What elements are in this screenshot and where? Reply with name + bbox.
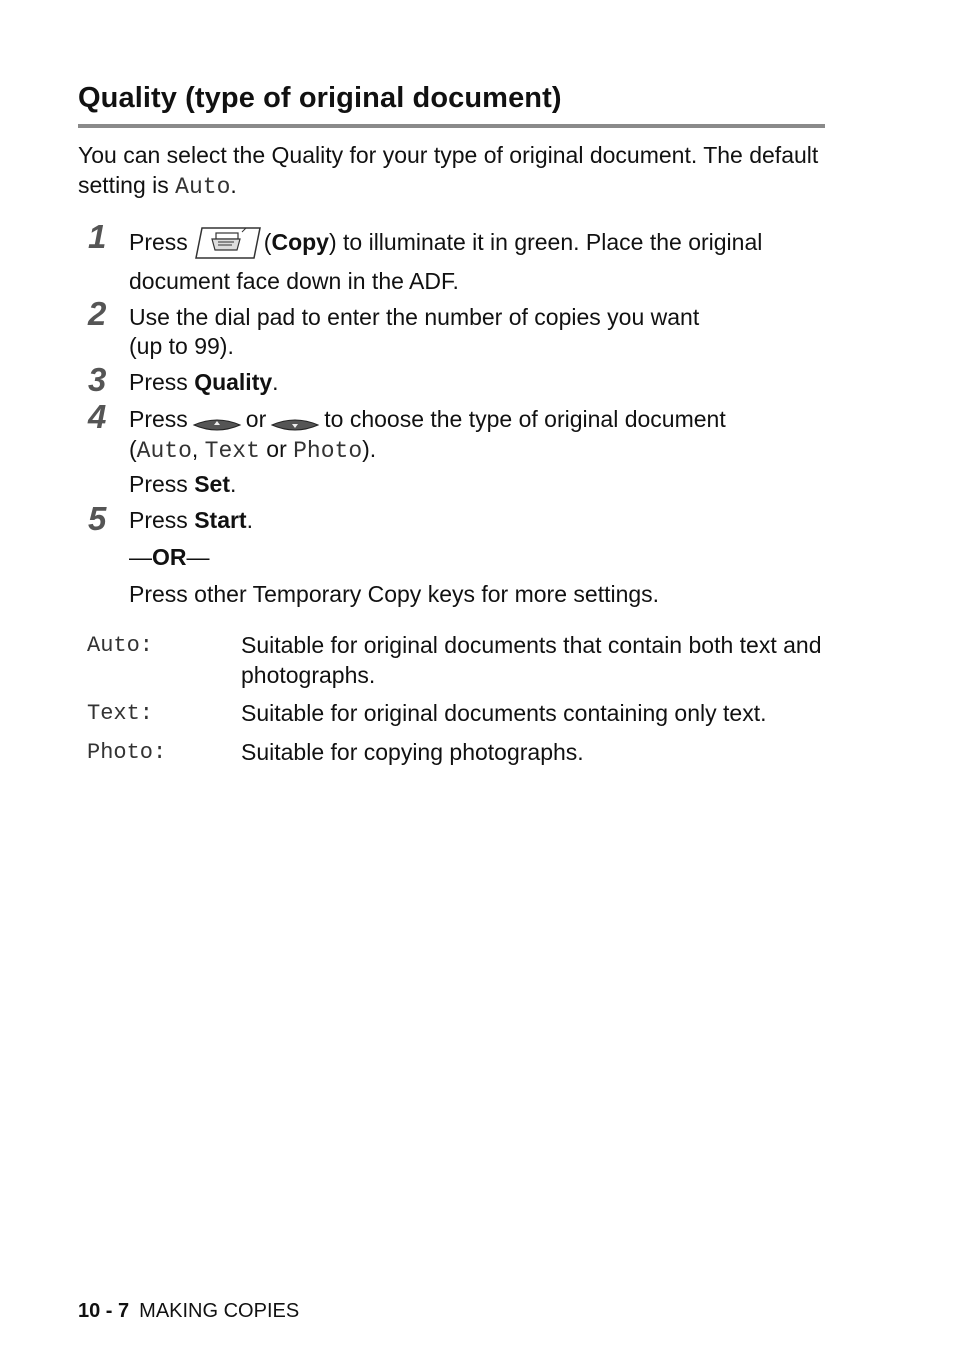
page-footer xyxy=(78,1300,299,1323)
step-4-press: Press xyxy=(129,406,188,432)
step-4-comma: , xyxy=(191,436,205,462)
or-label: OR xyxy=(152,544,187,570)
step-2-line-1: Use the dial pad to enter the number of copies you want xyxy=(129,304,700,330)
step-1-line-1 xyxy=(129,224,762,264)
step-4-number: 4 xyxy=(88,398,107,435)
step-3-press: Press xyxy=(129,369,195,395)
step-4-press-set: Press xyxy=(129,471,195,497)
step-5-line-1 xyxy=(129,506,253,535)
or-dash-left: — xyxy=(129,544,152,570)
step-1-press: Press xyxy=(129,229,188,256)
step-1-line-2: document face down in the ADF. xyxy=(129,268,459,294)
step-4-open-paren: ( xyxy=(129,436,137,462)
definition-desc-auto: Suitable for original documents that contain both text and photographs. xyxy=(241,632,822,688)
step-5-number: 5 xyxy=(88,500,107,537)
up-arrow-key-icon xyxy=(192,411,242,427)
intro-default-value: Auto xyxy=(175,174,231,200)
option-photo: Photo xyxy=(293,438,363,464)
or-separator xyxy=(129,543,210,572)
step-5-press: Press xyxy=(129,507,195,533)
step-2-line-2: (up to 99). xyxy=(129,333,234,359)
definition-term-auto: Auto: xyxy=(87,633,154,658)
step-4-after: to choose the type of original document xyxy=(324,406,726,432)
section-name: MAKING COPIES xyxy=(139,1300,300,1322)
set-key-label: Set xyxy=(194,471,230,497)
step-4-line-3 xyxy=(129,470,236,499)
step-1-open-paren: ( xyxy=(263,229,272,256)
definition-term-text: Text: xyxy=(87,701,154,726)
step-3-end: . xyxy=(272,369,279,395)
intro-end: . xyxy=(230,172,237,198)
definition-desc-photo: Suitable for copying photographs. xyxy=(241,739,584,765)
step-4-close-paren: ). xyxy=(362,436,377,462)
copy-key-icon xyxy=(194,224,262,260)
step-4-line-1 xyxy=(129,405,726,434)
option-text: Text xyxy=(204,438,260,464)
down-arrow-key-icon xyxy=(270,411,320,427)
definition-desc-text: Suitable for original documents containing only text. xyxy=(241,700,767,726)
page-number: 10 - 7 xyxy=(78,1300,130,1322)
step-1-number: 1 xyxy=(88,218,107,255)
intro-text: You can select the Quality for your type of original document. The default setting is xyxy=(78,142,819,198)
page-title: Quality (type of original document) xyxy=(78,82,562,114)
start-key-label: Start xyxy=(194,507,247,533)
intro-paragraph xyxy=(78,140,838,202)
step-5-end: . xyxy=(246,507,253,533)
step-4-or-2: or xyxy=(259,436,294,462)
quality-key-label: Quality xyxy=(194,369,273,395)
option-auto: Auto xyxy=(136,438,192,464)
step-4-or: or xyxy=(245,406,267,432)
step-1-after: ) to illuminate it in green. Place the original xyxy=(328,229,763,256)
title-rule xyxy=(78,124,825,128)
step-3-number: 3 xyxy=(88,361,107,398)
step-3-line xyxy=(129,368,279,397)
step-5-other: Press other Temporary Copy keys for more settings. xyxy=(129,581,660,607)
or-dash-right: — xyxy=(186,544,210,570)
step-4-line-2 xyxy=(129,435,376,466)
step-4-set-end: . xyxy=(229,471,237,497)
step-1-copy-key-label: Copy xyxy=(271,229,329,256)
step-2-number: 2 xyxy=(88,295,107,332)
definition-term-photo: Photo: xyxy=(87,740,167,765)
